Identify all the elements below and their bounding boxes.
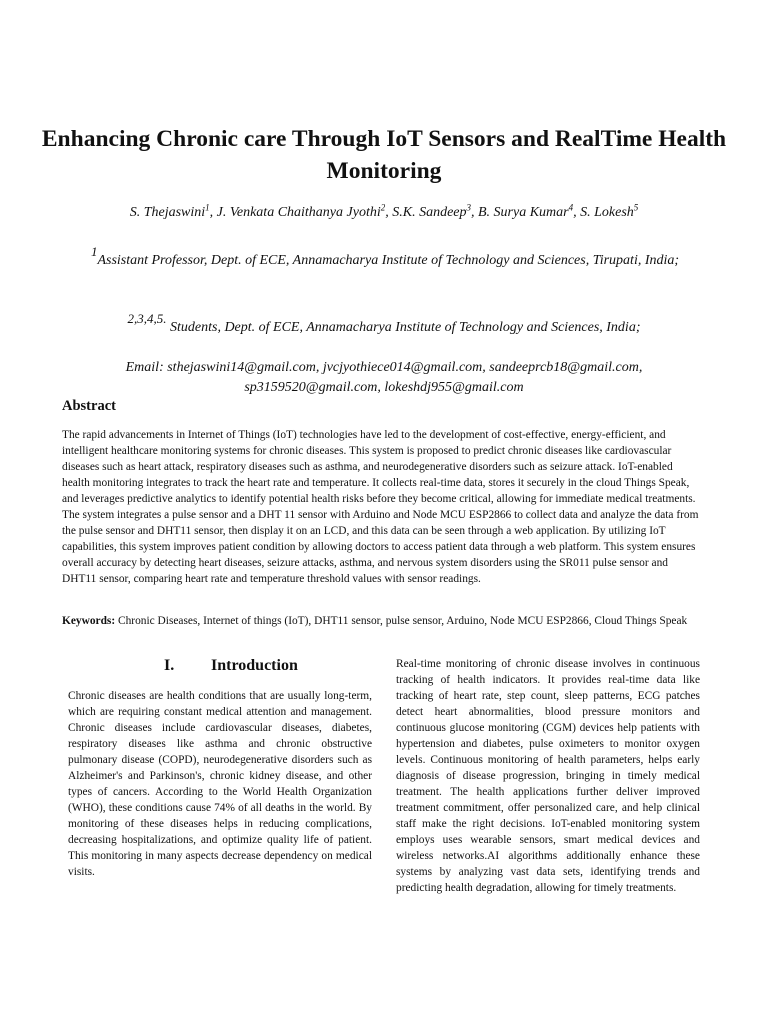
author-sep: ,: [573, 205, 581, 220]
author: J. Venkata Chaithanya Jyothi: [216, 205, 381, 220]
keywords: [62, 613, 702, 629]
author-sup: 4: [568, 202, 574, 213]
author-sup: 2: [380, 202, 386, 213]
author-sep: ,: [385, 205, 393, 220]
affiliation-sup: 2,3,4,5.: [127, 311, 167, 326]
email-line: Email: sthejaswini14@gmail.com, jvcjyothiece014@gmail.com, sandeeprcb18@gmail.com, sp3159520@gmail.com, lokeshdj955@gmail.com: [125, 360, 643, 395]
author: B. Surya Kumar: [478, 205, 569, 220]
affiliation-text: Assistant Professor, Dept. of ECE, Annamacharya Institute of Technology and Sciences, Tirupati, India;: [97, 253, 680, 268]
author: S. Lokesh: [580, 205, 634, 220]
author-list: [40, 203, 728, 223]
abstract-heading: Abstract: [62, 398, 116, 414]
author: S.K. Sandeep: [392, 205, 467, 220]
author-sup: 3: [466, 202, 471, 213]
affiliation-sup: 1: [90, 244, 98, 259]
affiliation-text: Students, Dept. of ECE, Annamacharya Institute of Technology and Sciences, India;: [166, 320, 641, 335]
author: S. Thejaswini: [129, 205, 206, 220]
affiliation-2: [40, 309, 728, 338]
abstract-body: The rapid advancements in Internet of Things (IoT) technologies have led to the development of cost-effective, energy-efficient, and intelligent healthcare monitoring systems for chronic diseases. This system is proposed to predict chronic diseases like cardiovascular diseases such as heart attack, respiratory diseases such as asthma, and neurodegenerative disorders such as seizure attack. IoT-enabled health monitoring integrates to track the heart rate and temperature. It collects real-time data, stores it securely in the cloud Things Speak, and leverages predictive analytics to identify potential health risks before they become critical, allowing for immediate medical treatments. The system integrates a pulse sensor and a DHT 11 sensor with Arduino and Node MCU ESP2866 to collect data and analyze the data from the pulse sensor and DHT11 sensor, then display it on an LCD, and this data can be seen through a web application. By utilizing IoT capabilities, this system improves patient condition by allowing doctors to access patient data through a web platform. This system ensures overall accuracy by detecting heart diseases, seizure attacks, asthma, and nervous system disorders using the SR011 pulse sensor and DHT11 sensor, comparing heart rate and temperature threshold values with sensor readings.: [62, 429, 699, 585]
author-sup: 1: [205, 202, 210, 213]
keywords-text: Chronic Diseases, Internet of things (IoT), DHT11 sensor, pulse sensor, Arduino, Node MCU ESP2866, Cloud Things Speak: [115, 615, 688, 627]
section-number: I.: [164, 657, 175, 674]
affiliation-1: [82, 240, 688, 272]
keywords-label: Keywords:: [62, 615, 116, 627]
section-title: Introduction: [211, 657, 298, 674]
author-sep: ,: [471, 205, 478, 220]
left-column-text: Chronic diseases are health conditions that are usually long-term, which are requiring constant medical attention and management. Chronic diseases include cardiovascular diseases, diabetes, respiratory diseases like asthma and chronic obstructive pulmonary disease (COPD), neurodegenerative disorders such as Alzheimer's and Parkinson's, chronic kidney disease, and other types of cancers. According to the World Health Organization (WHO), these conditions cause 74% of all deaths in the world. By monitoring of these diseases helps in reducing complications, decreasing hospitalizations, and optimize quality life of patient. This monitoring in many aspects decrease dependency on medical visits.: [68, 690, 372, 878]
author-sup: 5: [633, 202, 639, 213]
author-sep: ,: [209, 205, 217, 220]
right-column-text: Real-time monitoring of chronic disease involves in continuous tracking of health indicators. It provides real-time data like tracking of heart rate, step count, sleep patterns, ECG patches detect heart abnormalities, blood pressure monitors and continuous glucose monitoring (CGM) devices help patients with hypertension and diabetes, pulse oximeters to monitor oxygen levels. Continuous monitoring of health parameters, helps early diagnosis of disease progression, bringing in timely medical treatment. The health applications further deliver improved treatment commitment, offer personalized care, and help clinical staff make the right decisions. IoT-enabled monitoring system employs uses wearable sensors, smart medical devices and wireless networks.AI algorithms additionally enhance these systems by analyzing vast data sets, identifying trends and predicting health degradation, allowing for timely treatments.: [396, 658, 700, 894]
paper-title: Enhancing Chronic care Through IoT Sensors and RealTime Health Monitoring: [41, 126, 727, 184]
